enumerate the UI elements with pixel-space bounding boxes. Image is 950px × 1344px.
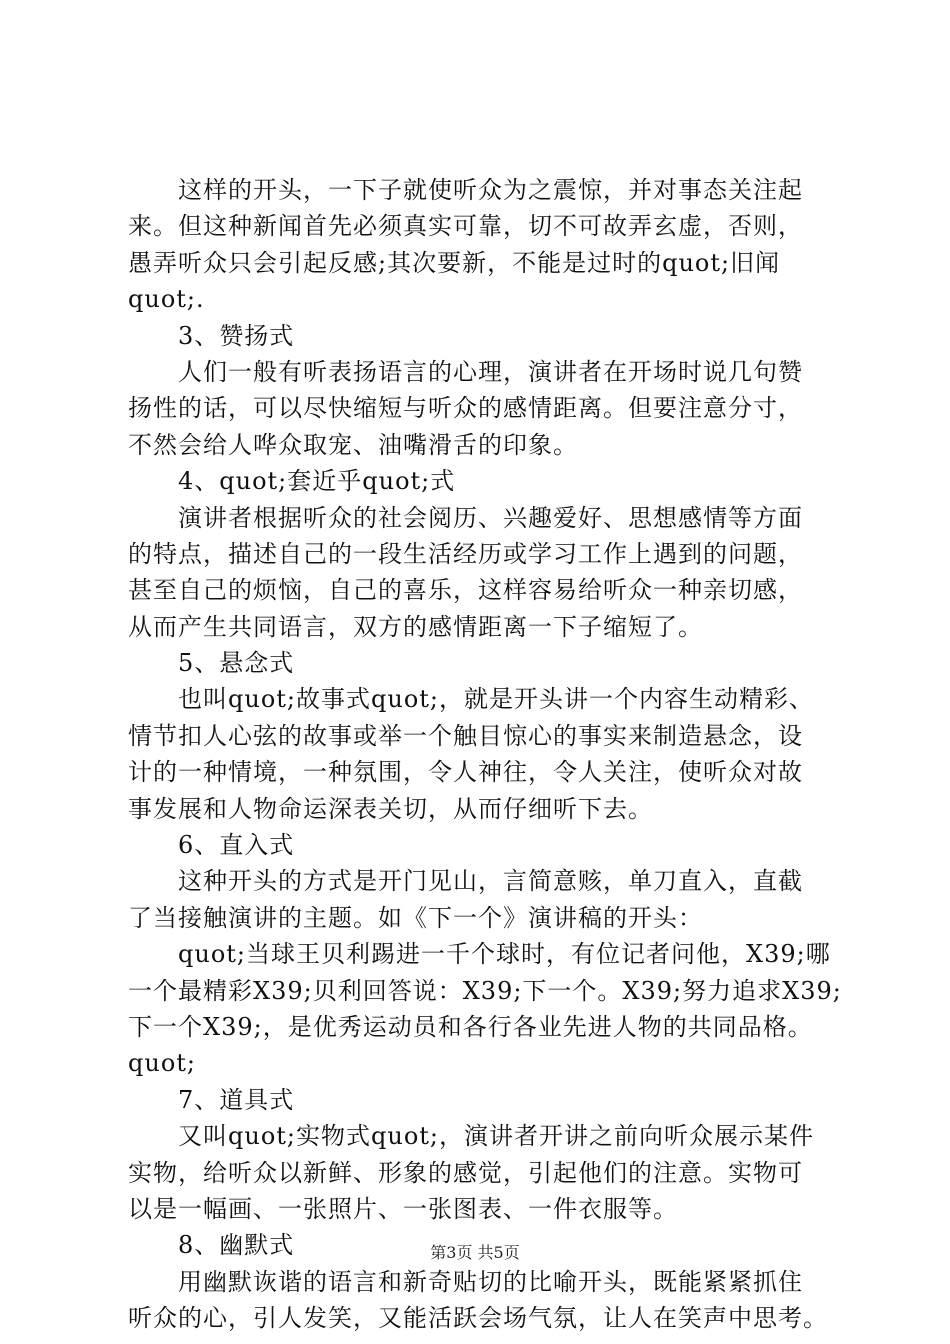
paragraph-line: 不然会给人哗众取宠、油嘴滑舌的印象。	[128, 430, 578, 459]
paragraph-line: 实物，给听众以新鲜、形象的感觉，引起他们的注意。实物可	[128, 1158, 803, 1187]
section-heading: 4、quot;套近乎quot;式	[178, 467, 456, 496]
paragraph-line: 从而产生共同语言，双方的感情距离一下子缩短了。	[128, 612, 703, 641]
paragraph-line: 扬性的话，可以尽快缩短与听众的感情距离。但要注意分寸，	[128, 394, 803, 423]
document-body	[128, 172, 844, 1337]
page-footer	[0, 1243, 950, 1263]
section-heading: 3、赞扬式	[178, 321, 295, 350]
section-heading: 5、悬念式	[178, 649, 295, 678]
paragraph-line: 一个最精彩X39;贝利回答说：X39;下一个。X39;努力追求X39;	[128, 976, 842, 1005]
paragraph-line: 演讲者根据听众的社会阅历、兴趣爱好、思想感情等方面	[178, 503, 803, 532]
section-heading: 6、直入式	[178, 831, 295, 860]
paragraph-line: 以是一幅画、一张照片、一张图表、一件衣服等。	[128, 1194, 678, 1223]
paragraph-line: 这样的开头，一下子就使听众为之震惊，并对事态关注起	[178, 176, 803, 204]
paragraph-line: 计的一种情境，一种氛围，令人神往，令人关注，使听众对故	[128, 758, 803, 787]
paragraph-line: 又叫quot;实物式quot;，演讲者开讲之前向听众展示某件	[178, 1122, 814, 1151]
paragraph-line: 也叫quot;故事式quot;，就是开头讲一个内容生动精彩、	[178, 685, 814, 714]
paragraph-line: 用幽默诙谐的语言和新奇贴切的比喻开头，既能紧紧抓住	[178, 1267, 803, 1296]
section-heading: 7、道具式	[178, 1085, 295, 1114]
paragraph-line: 愚弄听众只会引起反感;其次要新，不能是过时的quot;旧闻	[128, 248, 781, 277]
paragraph-line: quot;	[128, 1049, 196, 1078]
section-heading: 8、幽默式	[178, 1231, 295, 1260]
paragraph-line: 这种开头的方式是开门见山，言简意赅，单刀直入，直截	[178, 867, 803, 896]
paragraph-line: 人们一般有听表扬语言的心理，演讲者在开场时说几句赞	[178, 357, 803, 386]
paragraph-line: 听众的心，引人发笑，又能活跃会场气氛，让人在笑声中思考。	[128, 1304, 828, 1333]
paragraph-line: 的特点，描述自己的一段生活经历或学习工作上遇到的问题，	[128, 539, 803, 568]
paragraph-line: 事发展和人物命运深表关切，从而仔细听下去。	[128, 794, 653, 823]
paragraph-line: 了当接触演讲的主题。如《下一个》演讲稿的开头：	[128, 903, 703, 932]
paragraph-line: 情节扣人心弦的故事或举一个触目惊心的事实来制造悬念，设	[128, 721, 803, 750]
paragraph-line: 甚至自己的烦恼，自己的喜乐，这样容易给听众一种亲切感，	[128, 576, 803, 605]
paragraph-line: quot;当球王贝利踢进一千个球时，有位记者问他，X39;哪	[178, 940, 831, 969]
paragraph-line: 下一个X39;，是优秀运动员和各行各业先进人物的共同品格。	[128, 1012, 813, 1041]
paragraph-line: 来。但这种新闻首先必须真实可靠，切不可故弄玄虚，否则，	[128, 212, 803, 241]
paragraph-line: quot;.	[128, 285, 205, 314]
page-number-label: 第3页 共5页	[430, 1243, 520, 1262]
